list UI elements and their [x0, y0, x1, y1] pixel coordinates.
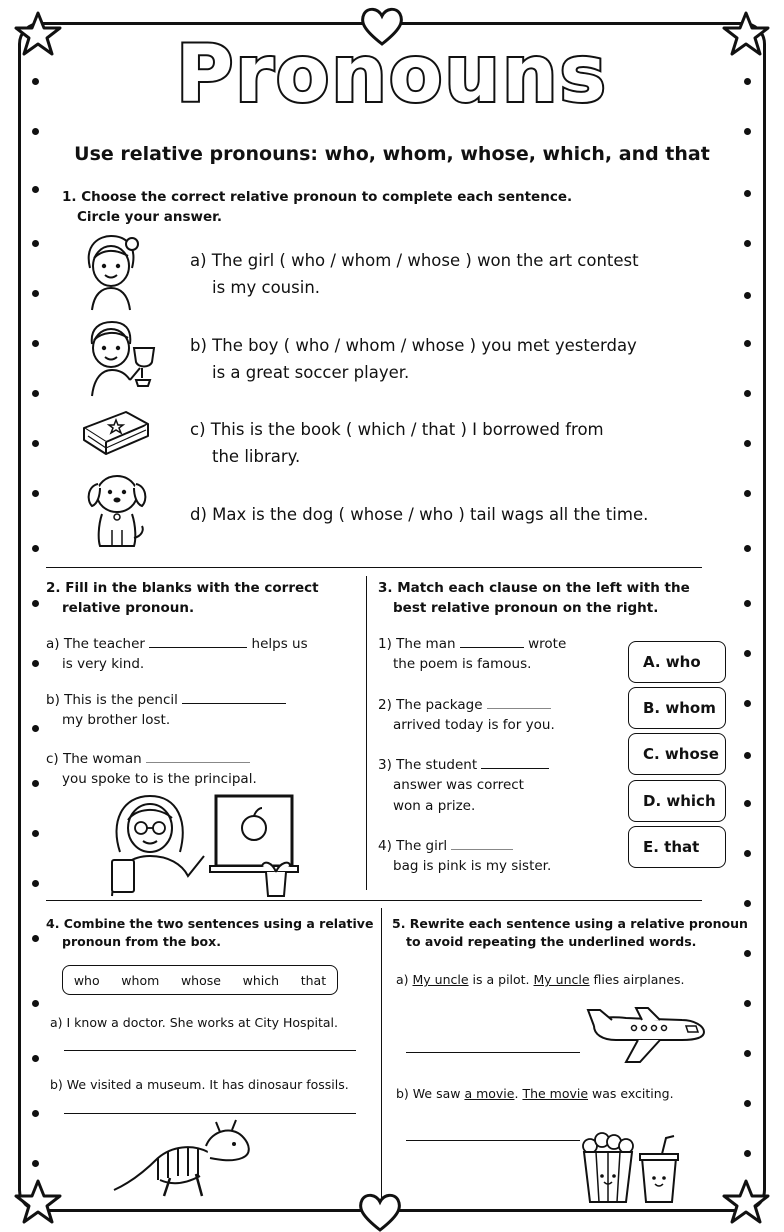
word-box-item: that: [300, 972, 327, 988]
page-title: Pronouns: [176, 30, 608, 120]
word-box-item: who: [73, 972, 100, 988]
divider: [46, 567, 702, 568]
s1-item-c-line2: the library.: [212, 447, 301, 466]
answer-line[interactable]: [406, 1140, 580, 1141]
s3-item-2-line2: arrived today is for you.: [393, 717, 555, 733]
section2-heading-line2: relative pronoun.: [62, 600, 195, 616]
dog-icon: [84, 470, 150, 550]
teacher-icon: [106, 792, 306, 896]
star-icon: [722, 1178, 770, 1226]
s4-item-a: a) I know a doctor. She works at City Hospital.: [50, 1015, 338, 1030]
s2-item-a-line2: is very kind.: [62, 656, 145, 672]
answer-blank[interactable]: [146, 751, 250, 763]
s1-item-b-line1: b) The boy ( who / whom / whose ) you met yesterday: [190, 336, 637, 355]
book-icon: [80, 406, 152, 462]
section5-heading-line2: to avoid repeating the underlined words.: [406, 934, 697, 949]
column-divider: [381, 908, 382, 1200]
s2-item-c: c) The woman: [46, 749, 250, 769]
answer-line[interactable]: [406, 1052, 580, 1053]
popcorn-drink-icon: [580, 1132, 684, 1204]
word-box: [62, 965, 338, 995]
s3-item-2: 2) The package: [378, 695, 551, 715]
star-icon: [14, 1178, 62, 1226]
section4-heading: 4. Combine the two sentences using a relative: [46, 916, 374, 931]
s3-item-4-line2: bag is pink is my sister.: [393, 858, 552, 874]
section2-heading: 2. Fill in the blanks with the correct: [46, 580, 319, 596]
s3-item-1: 1) The man wrote: [378, 636, 567, 652]
section1-heading: 1. Choose the correct relative pronoun to complete each sentence.: [62, 189, 573, 205]
s1-item-b-line2: is a great soccer player.: [212, 363, 410, 382]
section3-heading: 3. Match each clause on the left with the: [378, 580, 690, 596]
section5-heading: 5. Rewrite each sentence using a relative pronoun: [392, 916, 748, 931]
option-which[interactable]: D. which: [628, 780, 726, 822]
page-subtitle: Use relative pronouns: who, whom, whose, which, and that: [74, 143, 710, 165]
option-who[interactable]: A. who: [628, 641, 726, 683]
s3-item-3: 3) The student: [378, 755, 549, 775]
answer-blank[interactable]: [182, 692, 286, 704]
answer-line[interactable]: [64, 1113, 356, 1114]
s2-item-b-line2: my brother lost.: [62, 712, 171, 728]
answer-blank[interactable]: [451, 838, 513, 850]
boy-trophy-icon: [84, 318, 160, 398]
s2-item-c-line2: you spoke to is the principal.: [62, 771, 257, 787]
section3-heading-line2: best relative pronoun on the right.: [393, 600, 659, 616]
s3-item-3-line2: answer was correct: [393, 777, 524, 793]
s2-item-b: b) This is the pencil: [46, 690, 286, 710]
answer-blank[interactable]: [487, 697, 551, 709]
s1-item-c-line1: c) This is the book ( which / that ) I borrowed from: [190, 420, 604, 439]
option-that[interactable]: E. that: [628, 826, 726, 868]
s1-item-d-line1: d) Max is the dog ( whose / who ) tail wags all the time.: [190, 505, 649, 524]
answer-blank[interactable]: [481, 757, 549, 769]
answer-blank[interactable]: [149, 636, 247, 648]
airplane-icon: [586, 1004, 710, 1066]
divider: [46, 900, 702, 901]
s1-item-a-line2: is my cousin.: [212, 278, 321, 297]
option-whose[interactable]: C. whose: [628, 733, 726, 775]
s5-item-b: b) We saw a movie. The movie was exciting.: [396, 1086, 674, 1101]
girl-icon: [80, 232, 142, 312]
section1-heading-line2: Circle your answer.: [77, 209, 222, 225]
word-box-item: whom: [121, 972, 160, 988]
section4-heading-line2: pronoun from the box.: [62, 934, 221, 949]
word-box-item: which: [242, 972, 280, 988]
word-box-item: whose: [180, 972, 221, 988]
s5-item-a: a) My uncle is a pilot. My uncle flies airplanes.: [396, 972, 685, 987]
s4-item-b: b) We visited a museum. It has dinosaur fossils.: [50, 1077, 349, 1092]
heart-icon: [356, 1190, 404, 1232]
s2-item-a: a) The teacher helps us: [46, 636, 308, 652]
answer-blank[interactable]: [460, 636, 524, 648]
s3-item-4: 4) The girl: [378, 836, 513, 856]
dinosaur-fossil-icon: [112, 1118, 254, 1198]
answer-line[interactable]: [64, 1050, 356, 1051]
s3-item-3-line3: won a prize.: [393, 798, 476, 814]
option-whom[interactable]: B. whom: [628, 687, 726, 729]
column-divider: [366, 576, 367, 890]
s3-item-1-line2: the poem is famous.: [393, 656, 532, 672]
s1-item-a-line1: a) The girl ( who / whom / whose ) won the art contest: [190, 251, 639, 270]
